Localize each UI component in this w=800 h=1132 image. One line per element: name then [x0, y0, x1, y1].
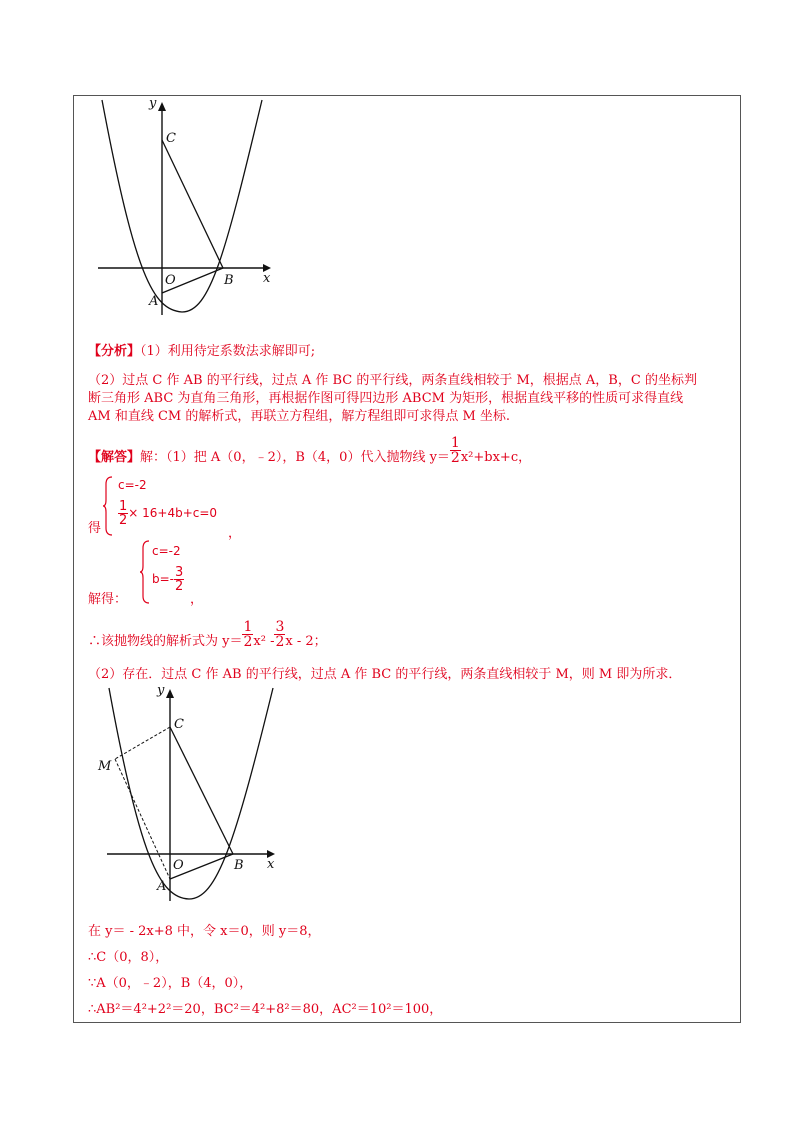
- analysis-part2-line3: AM 和直线 CM 的解析式，再联立方程组，解方程组即可求得点 M 坐标.: [88, 409, 511, 424]
- system2-prefix: 解得：: [88, 592, 128, 607]
- system2-suffix: ，: [190, 592, 204, 607]
- solution-line1-prefix: 解：（1）把 A（0，﹣2），B（4，0）代入抛物线 y＝: [140, 450, 450, 465]
- parabola-fraction-1: $\frac{1}{2}$: [243, 619, 253, 650]
- system1-prefix: 得: [88, 521, 102, 536]
- solution-line-1: [88, 435, 532, 466]
- analysis-part2-line2: 断三角形 ABC 为直角三角形，再根据作图可得四边形 ABCM 为矩形，根据直线平移的性质可求得直线: [88, 391, 684, 406]
- solution-line1-suffix: x²+bx+c，: [460, 450, 532, 465]
- figure-2-graph: [95, 683, 285, 911]
- solution-tag: 【解答】: [88, 450, 141, 465]
- fig2-x-label: x: [267, 857, 275, 872]
- fig1-origin-label: O: [165, 273, 176, 288]
- fig2-point-a-label: A: [157, 879, 167, 894]
- solution-line-e: ∵A（0，﹣2），B（4，0），: [88, 976, 253, 991]
- fig1-x-label: x: [263, 271, 271, 286]
- system1-suffix: ，: [228, 526, 242, 541]
- fig2-y-label: y: [157, 683, 165, 698]
- solution-part2: （2）存在．过点 C 作 AB 的平行线，过点 A 作 BC 的平行线，两条直线相较于 M，则 M 即为所求．: [88, 667, 682, 682]
- fig2-point-m-label: M: [98, 759, 112, 774]
- fig1-point-c-label: C: [166, 131, 176, 146]
- system2-brace: [140, 540, 150, 604]
- fig1-y-label: y: [149, 96, 157, 111]
- parabola-expression: ∴该抛物线的解析式为 y＝ $\frac{1}{2}$ x² - $\frac{3}{2}$ x - 2；: [88, 619, 327, 650]
- fig2-point-b-label: B: [234, 858, 244, 873]
- fig1-point-b-label: B: [224, 273, 234, 288]
- analysis-tag: 【分析】: [88, 344, 141, 359]
- parabola-fraction-2: $\frac{3}{2}$: [275, 619, 285, 650]
- system1-eq2-fraction: $\frac{1}{2}$: [119, 499, 128, 528]
- system1-brace: [103, 476, 113, 536]
- solution-line-c: 在 y＝ - 2x+8 中，令 x＝0，则 y＝8，: [88, 924, 321, 939]
- system1-eq2: $\frac{1}{2}$ × 16+4b+c=0: [119, 499, 218, 528]
- fig2-point-c-label: C: [174, 717, 184, 732]
- fig1-point-a-label: A: [149, 294, 159, 309]
- analysis-part2-line1: （2）过点 C 作 AB 的平行线，过点 A 作 BC 的平行线，两条直线相较于 M，根据点 A，B，C 的坐标判: [88, 373, 697, 388]
- solution-line-d: ∴C（0，8），: [88, 950, 169, 965]
- solution-line-f: ∴AB²＝4²+2²＝20，BC²＝4²+8²＝80，AC²＝10²＝100，: [88, 1002, 443, 1017]
- system2-eq2-fraction: $\frac{3}{2}$: [175, 565, 184, 594]
- system1-eq1: c=-2: [118, 478, 147, 492]
- solution-line1-fraction: $\frac{1}{2}$: [450, 435, 460, 466]
- system2-eq2: b=- $\frac{3}{2}$: [152, 565, 184, 594]
- fig2-origin-label: O: [173, 858, 184, 873]
- analysis-line-1: [88, 340, 315, 359]
- system2-eq1: c=-2: [152, 544, 181, 558]
- figure-1-graph: [95, 95, 280, 320]
- analysis-part1: （1）利用待定系数法求解即可;: [140, 344, 316, 359]
